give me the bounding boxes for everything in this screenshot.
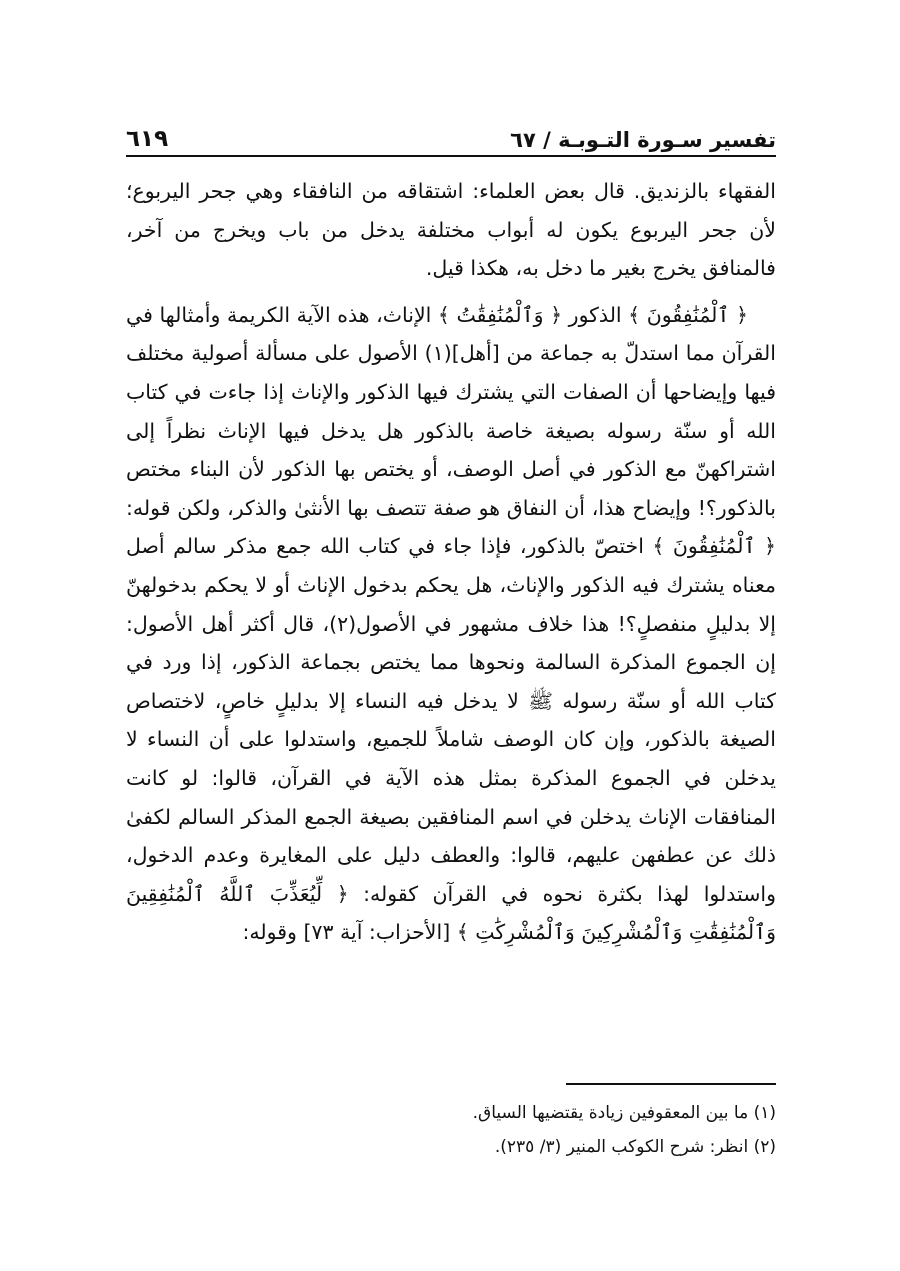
footnotes — [126, 1096, 776, 1164]
paragraph-1: الفقهاء بالزنديق. قال بعض العلماء: اشتقاقه من النافقاء وهي جحر اليربوع؛ لأن جحر اليربوع يكون له أبواب مختلفة يدخل من باب ويخرج من آخر، فالمنافق يخرج بغير ما دخل به، هكذا قيل. — [126, 179, 776, 281]
page-header — [126, 112, 776, 152]
paragraph-2: ﴿ ٱلْمُنَٰفِقُونَ ﴾ الذكور ﴿ وَٱلْمُنَٰفِقَٰتُ ﴾ الإناث، هذه الآية الكريمة وأمثالها في القرآن مما استدلّ به جماعة من [أهل](١) الأصول على مسألة أصولية مختلف فيها وإيضاحها أن الصفات التي يشترك فيها الذكور والإناث إذا جاءت في كتاب الله أو سنّة رسوله بصيغة خاصة بالذكور هل يدخل فيها الإناث نظراً إلى اشتراكهنّ مع الذكور في أصل الوصف، أو يختص بها الذكور لأن البناء مختص بالذكور؟! وإيضاح هذا، أن النفاق هو صفة تتصف بها الأنثىٰ والذكر، ولكن قوله: ﴿ ٱلْمُنَٰفِقُونَ ﴾ اختصّ بالذكور، فإذا جاء في كتاب الله جمع مذكر سالم أصل معناه يشترك فيه الذكور والإناث، هل يحكم بدخول الإناث أو لا يحكم بدخولهنّ إلا بدليلٍ منفصلٍ؟! هذا خلاف مشهور في الأصول(٢)، قال أكثر أهل الأصول: إن الجموع المذكرة السالمة ونحوها مما يختص بجماعة الذكور، إذا ورد في كتاب الله أو سنّة رسوله ﷺ لا يدخل فيه النساء إلا بدليلٍ خاصٍ، لاختصاص الصيغة بالذكور، وإن كان الوصف شاملاً للجميع، واستدلوا على أن النساء لا يدخلن في الجموع المذكرة بمثل هذه الآية في القرآن، قالوا: لو كانت المنافقات الإناث يدخلن في اسم المنافقين بصيغة الجمع المذكر السالم لكفىٰ ذلك عن عطفهن عليهم، قالوا: والعطف دليل على المغايرة وعدم الدخول، واستدلوا لهذا بكثرة نحوه في القرآن كقوله: ﴿ لِّيُعَذِّبَ ٱللَّهُ ٱلْمُنَٰفِقِينَ وَٱلْمُنَٰفِقَٰتِ وَٱلْمُشْرِكِينَ وَٱلْمُشْرِكَٰتِ ﴾ [الأحزاب: آية ٧٣] وقوله: — [126, 302, 776, 945]
running-title: تفسير سـورة التـوبـة / ٦٧ — [510, 128, 776, 152]
main-text — [126, 172, 776, 952]
page-number: ٦١٩ — [126, 126, 169, 152]
footnote-separator — [566, 1083, 776, 1085]
footnote-1: (١) ما بين المعقوفين زيادة يقتضيها السياق. — [472, 1103, 776, 1123]
footnote-2: (٢) انظر: شرح الكوكب المنير (٣/ ٢٣٥). — [494, 1137, 776, 1157]
header-rule — [126, 155, 776, 157]
